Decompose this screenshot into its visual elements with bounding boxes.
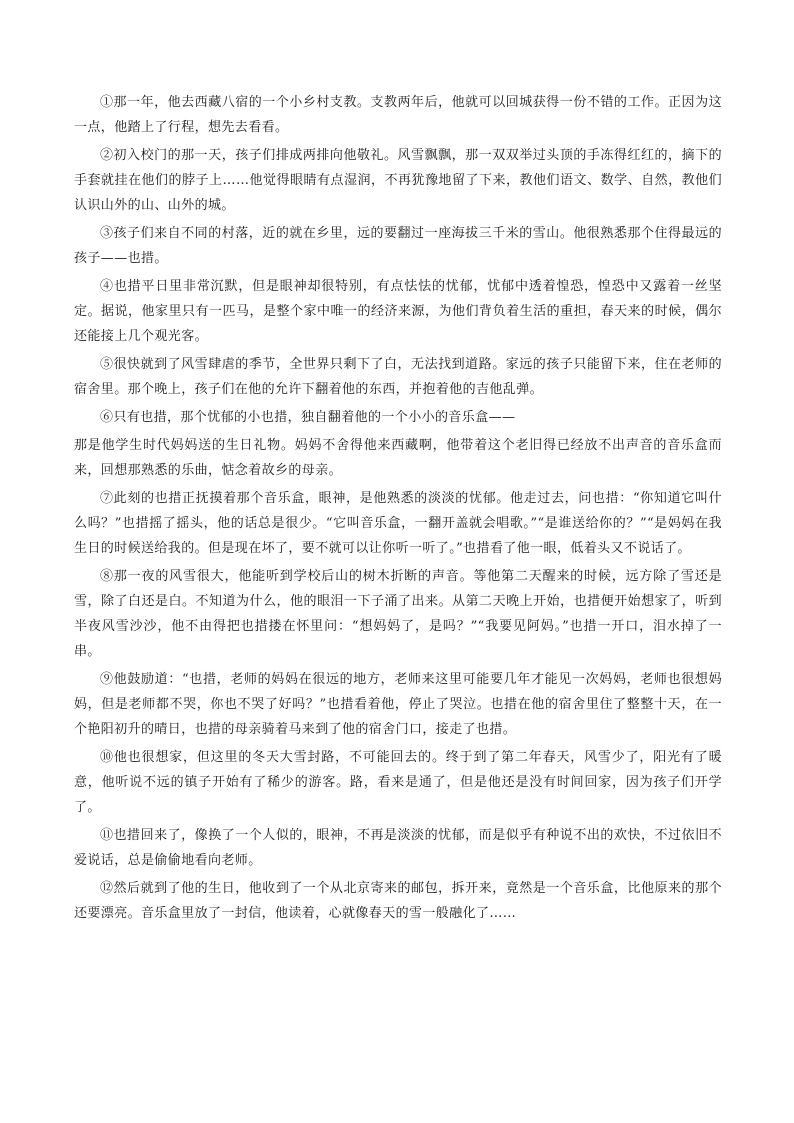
paragraph-11: ⑪也措回来了，像换了一个人似的，眼神，不再是淡淡的忧郁，而是似乎有种说不出的欢快，不过依旧不爱说话，总是偷偷地看向老师。	[74, 828, 722, 868]
paragraph-7: ⑦此刻的也措正抚摸着那个音乐盒，眼神，是他熟悉的淡淡的忧郁。他走过去，问也措：“你知道它叫什么吗？”也措摇了摇头，他的话总是很少。“它叫音乐盒，一翻开盖就会唱歌。”“是谁送给你的？”“是妈妈在我生日的时候送给我的。但是现在坏了，要不就可以让你听一听了。”也措看了他一眼，低着头又不说话了。	[74, 491, 722, 556]
paragraph-10: ⑩他也很想家，但这里的冬天大雪封路，不可能回去的。终于到了第二年春天，风雪少了，阳光有了暖意，他听说不远的镇子开始有了稀少的游客。路，看来是通了，但是他还是没有时间回家，因为孩子们开学了。	[74, 750, 722, 815]
article-body	[74, 90, 722, 929]
paragraph-9: ⑨他鼓励道：“也措，老师的妈妈在很远的地方，老师来这里可能要几年才能见一次妈妈，老师也很想妈妈，但是老师都不哭，你也不哭了好吗？”也措看着他，停止了哭泣。也措在他的宿舍里住了整整十天，在一个艳阳初升的晴日，也措的母亲骑着马来到了他的宿舍门口，接走了也措。	[74, 672, 722, 737]
paragraph-8: ⑧那一夜的风雪很大，他能听到学校后山的树木折断的声音。等他第二天醒来的时候，远方除了雪还是雪，除了白还是白。不知道为什么，他的眼泪一下子涌了出来。从第二天晚上开始，也措便开始想家了，听到半夜风雪沙沙，他不由得把也措搂在怀里问：“想妈妈了，是吗？”“我要见阿妈。”也措一开口，泪水掉了一串。	[74, 569, 722, 659]
paragraph-1: ①那一年，他去西藏八宿的一个小乡村支教。支教两年后，他就可以回城获得一份不错的工作。正因为这一点，他踏上了行程，想先去看看。	[74, 95, 722, 135]
paragraph-6: ⑥只有也措，那个忧郁的小也措，独自翻着他的一个小小的音乐盒——	[100, 410, 516, 425]
paragraph-6-continued: 那是他学生时代妈妈送的生日礼物。妈妈不舍得他来西藏啊，他带着这个老旧得已经放不出声音的音乐盒而来，回想那熟悉的乐曲，惦念着故乡的母亲。	[74, 438, 722, 478]
paragraph-4: ④也措平日里非常沉默，但是眼神却很特别，有点怯怯的忧郁，忧郁中透着惶恐，惶恐中又露着一丝坚定。据说，他家里只有一匹马，是整个家中唯一的经济来源，为他们背负着生活的重担，春天来的时候，偶尔还能接上几个观光客。	[74, 279, 722, 344]
paragraph-12: ⑫然后就到了他的生日，他收到了一个从北京寄来的邮包，拆开来，竟然是一个音乐盒，比他原来的那个还要漂亮。音乐盒里放了一封信，他读着，心就像春天的雪一般融化了……	[74, 881, 722, 921]
paragraph-2: ②初入校门的那一天，孩子们排成两排向他敬礼。风雪飘飘，那一双双举过头顶的手冻得红红的，摘下的手套就挂在他们的脖子上……他觉得眼睛有点湿润，不再犹豫地留了下来，教他们语文、数学、自然，教他们认识山外的山、山外的城。	[74, 148, 722, 213]
paragraph-5: ⑤很快就到了风雪肆虐的季节，全世界只剩下了白，无法找到道路。家远的孩子只能留下来，住在老师的宿舍里。那个晚上，孩子们在他的允许下翻着他的东西，并抱着他的吉他乱弹。	[74, 357, 722, 397]
paragraph-3: ③孩子们来自不同的村落，近的就在乡里，远的要翻过一座海拔三千米的雪山。他很熟悉那个住得最远的孩子——也措。	[74, 226, 722, 266]
